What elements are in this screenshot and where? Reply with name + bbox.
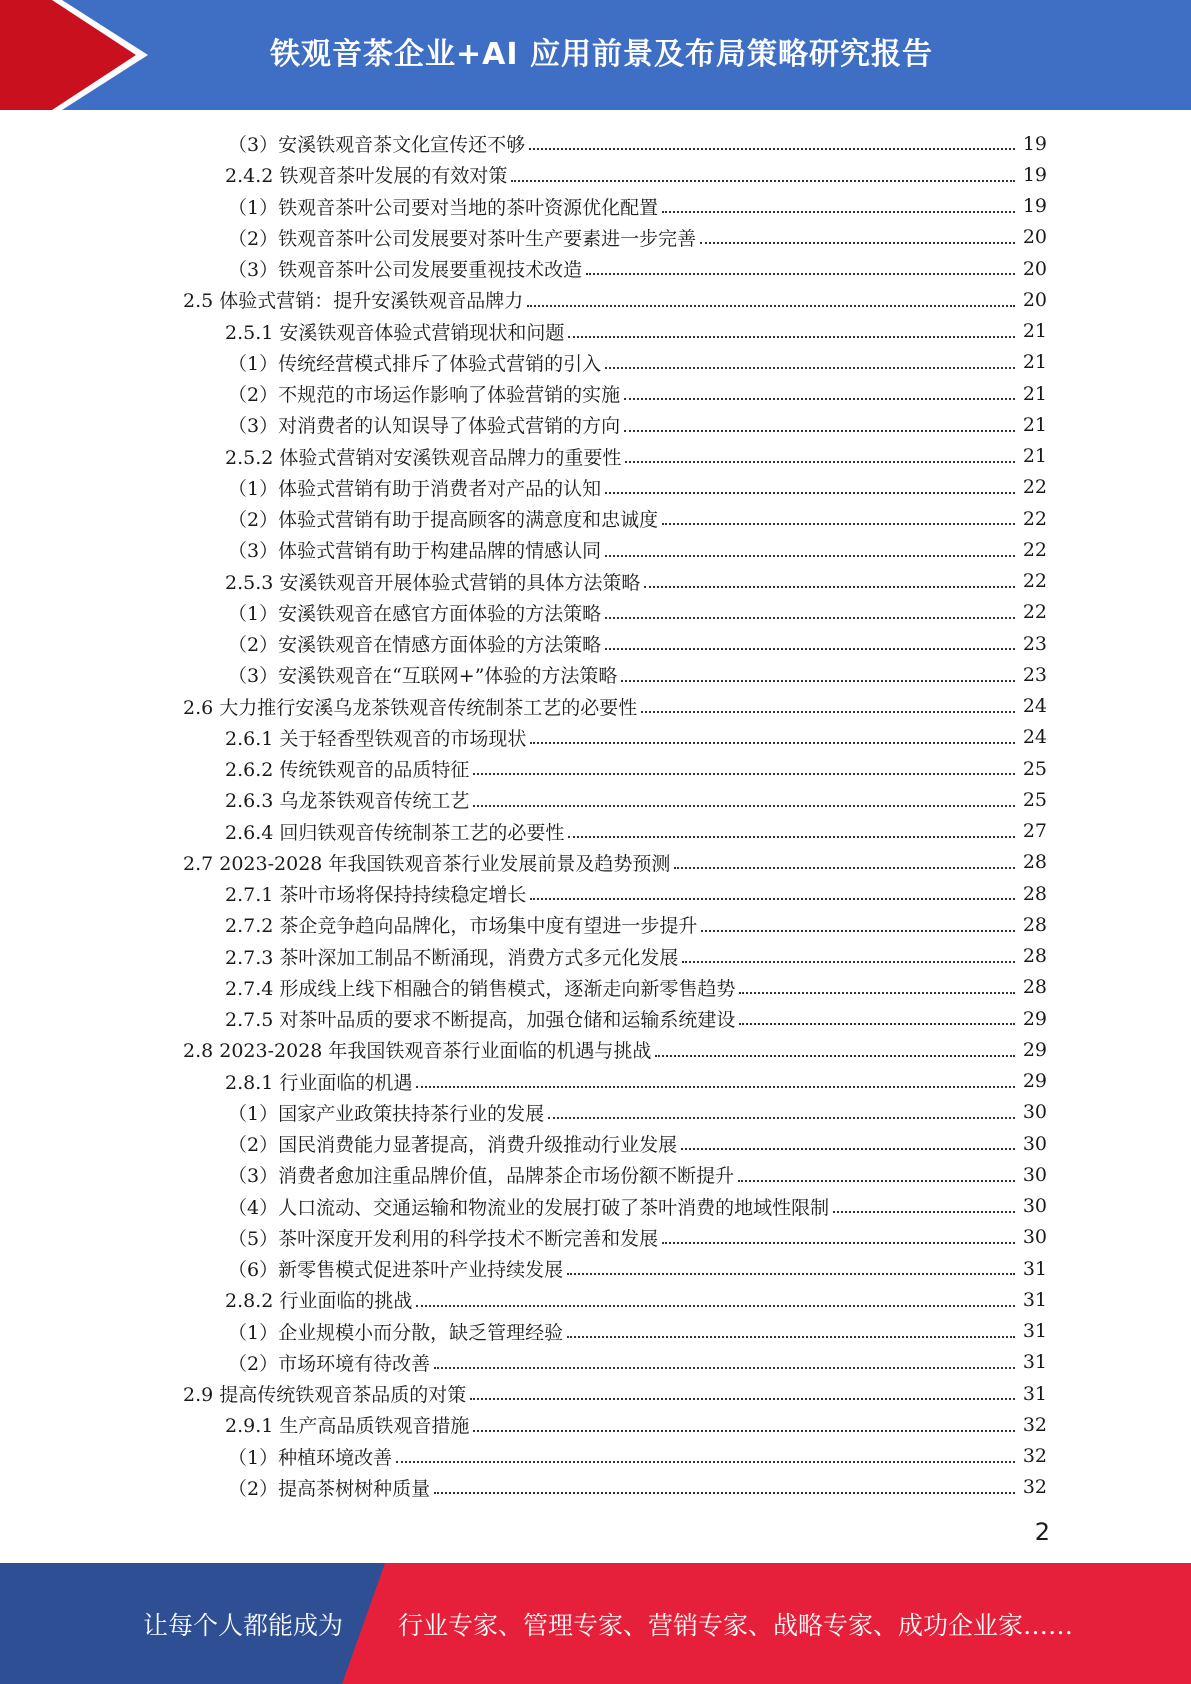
toc-dot-leader [624,429,1015,432]
page-header [0,0,1191,110]
toc-dot-leader [473,772,1015,775]
toc-entry[interactable] [0,284,1191,315]
toc-entry-page-number: 29 [1022,1007,1047,1030]
toc-entry-title: 2.6 大力推行安溪乌龙茶铁观音传统制茶工艺的必要性 [183,696,638,719]
toc-entry-page-number: 21 [1022,445,1047,468]
toc-entry[interactable] [0,816,1191,847]
toc-entry-page-number: 31 [1022,1351,1047,1374]
toc-entry[interactable] [0,941,1191,972]
toc-entry-page-number: 23 [1022,663,1047,686]
toc-entry-title: 2.4.2 铁观音茶叶发展的有效对策 [225,165,508,188]
toc-entry-title: 2.6.2 传统铁观音的品质特征 [225,759,470,782]
toc-entry-page-number: 22 [1022,601,1047,624]
toc-entry-page-number: 30 [1022,1132,1047,1155]
toc-entry-page-number: 31 [1022,1288,1047,1311]
toc-entry-title: 2.7.3 茶叶深加工制品不断涌现，消费方式多元化发展 [225,946,679,969]
toc-dot-leader [586,272,1015,275]
toc-entry-page-number: 29 [1022,1038,1047,1061]
toc-dot-leader [470,1397,1015,1400]
toc-entry[interactable] [0,503,1191,534]
toc-entry-title: （2）不规范的市场运作影响了体验营销的实施 [228,384,621,407]
toc-dot-leader [527,304,1015,307]
toc-entry[interactable] [0,1097,1191,1128]
toc-entry-title: （2）国民消费能力显著提高，消费升级推动行业发展 [228,1134,678,1157]
toc-entry[interactable] [0,1034,1191,1065]
toc-entry-page-number: 28 [1022,945,1047,968]
toc-entry[interactable] [0,222,1191,253]
toc-dot-leader [416,1085,1015,1088]
toc-entry-page-number: 21 [1022,413,1047,436]
toc-entry-title: （3）体验式营销有助于构建品牌的情感认同 [228,540,602,563]
toc-entry-title: 2.9 提高传统铁观音茶品质的对策 [183,1384,467,1407]
toc-entry-title: （5）茶叶深度开发利用的科学技术不断完善和发展 [228,1227,659,1250]
toc-entry[interactable] [0,316,1191,347]
toc-dot-leader [605,647,1015,650]
toc-entry[interactable] [0,722,1191,753]
toc-dot-leader [605,554,1015,557]
toc-entry[interactable] [0,972,1191,1003]
toc-entry[interactable] [0,1316,1191,1347]
toc-entry-title: 2.6.4 回归铁观音传统制茶工艺的必要性 [225,821,565,844]
toc-dot-leader [738,1179,1015,1182]
toc-entry-title: （1）铁观音茶叶公司要对当地的茶叶资源优化配置 [228,196,659,219]
toc-entry-title: 2.7.1 茶叶市场将保持持续稳定增长 [225,884,527,907]
toc-dot-leader [700,241,1015,244]
toc-entry[interactable] [0,1409,1191,1440]
toc-dot-leader [641,710,1015,713]
toc-dot-leader [701,929,1015,932]
toc-dot-leader [568,335,1015,338]
toc-entry-title: 2.5 体验式营销：提升安溪铁观音品牌力 [183,290,524,313]
toc-entry-title: （2）市场环境有待改善 [228,1352,431,1375]
toc-entry-title: （2）体验式营销有助于提高顾客的满意度和忠诚度 [228,509,659,532]
toc-entry-page-number: 22 [1022,476,1047,499]
toc-entry[interactable] [0,191,1191,222]
toc-entry-page-number: 21 [1022,320,1047,343]
toc-entry-page-number: 24 [1022,726,1047,749]
toc-entry-page-number: 31 [1022,1257,1047,1280]
toc-dot-leader [434,1366,1015,1369]
toc-dot-leader [511,179,1015,182]
toc-entry-title: （1）种植环境改善 [228,1446,393,1469]
toc-entry[interactable] [0,1472,1191,1503]
toc-entry[interactable] [0,1284,1191,1315]
toc-entry[interactable] [0,159,1191,190]
toc-dot-leader [662,210,1015,213]
toc-entry-title: 2.7.5 对茶叶品质的要求不断提高，加强仓储和运输系统建设 [225,1009,736,1032]
toc-entry[interactable] [0,1253,1191,1284]
toc-dot-leader [621,679,1015,682]
toc-dot-leader [833,1210,1015,1213]
toc-entry-title: （4）人口流动、交通运输和物流业的发展打破了茶叶消费的地域性限制 [228,1196,830,1219]
toc-entry[interactable] [0,878,1191,909]
toc-entry[interactable] [0,409,1191,440]
toc-entry-title: 2.7.4 形成线上线下相融合的销售模式，逐渐走向新零售趋势 [225,977,736,1000]
toc-entry[interactable] [0,253,1191,284]
toc-entry-title: 2.5.3 安溪铁观音开展体验式营销的具体方法策略 [225,571,641,594]
toc-entry-page-number: 19 [1022,195,1047,218]
toc-dot-leader [530,897,1015,900]
toc-entry[interactable] [0,472,1191,503]
toc-entry-page-number: 21 [1022,351,1047,374]
toc-dot-leader [624,397,1015,400]
table-of-contents [0,128,1191,1503]
toc-entry-title: （1）安溪铁观音在感官方面体验的方法策略 [228,602,602,625]
toc-entry[interactable] [0,1066,1191,1097]
toc-entry-page-number: 22 [1022,538,1047,561]
toc-entry-page-number: 32 [1022,1413,1047,1436]
toc-entry-title: 2.5.2 体验式营销对安溪铁观音品牌力的重要性 [225,446,622,469]
toc-entry-title: 2.5.1 安溪铁观音体验式营销现状和问题 [225,321,565,344]
toc-entry-page-number: 21 [1022,382,1047,405]
toc-entry-page-number: 28 [1022,913,1047,936]
toc-entry-title: 2.8 2023-2028 年我国铁观音茶行业面临的机遇与挑战 [183,1040,652,1063]
toc-entry-title: （3）对消费者的认知误导了体验式营销的方向 [228,415,621,438]
page-footer [0,1563,1191,1684]
toc-entry-title: （2）铁观音茶叶公司发展要对茶叶生产要素进一步完善 [228,227,697,250]
toc-entry[interactable] [0,628,1191,659]
toc-entry-title: （3）铁观音茶叶公司发展要重视技术改造 [228,259,583,282]
toc-entry-title: （2）提高茶树树种质量 [228,1477,431,1500]
toc-entry-page-number: 28 [1022,882,1047,905]
toc-entry-page-number: 27 [1022,820,1047,843]
toc-dot-leader [416,1304,1015,1307]
toc-entry-title: （1）传统经营模式排斥了体验式营销的引入 [228,352,602,375]
toc-entry-title: 2.6.1 关于轻香型铁观音的市场现状 [225,727,527,750]
toc-entry[interactable] [0,1128,1191,1159]
toc-entry-page-number: 30 [1022,1163,1047,1186]
toc-dot-leader [567,1272,1015,1275]
toc-entry-title: 2.7 2023-2028 年我国铁观音茶行业发展前景及趋势预测 [183,852,671,875]
toc-dot-leader [530,741,1015,744]
toc-entry-page-number: 32 [1022,1445,1047,1468]
toc-entry-page-number: 31 [1022,1382,1047,1405]
toc-entry-page-number: 24 [1022,695,1047,718]
toc-entry[interactable] [0,1222,1191,1253]
toc-entry[interactable] [0,347,1191,378]
toc-entry-page-number: 28 [1022,976,1047,999]
toc-entry[interactable] [0,128,1191,159]
toc-dot-leader [567,1335,1015,1338]
toc-entry-title: （1）体验式营销有助于消费者对产品的认知 [228,477,602,500]
toc-entry-page-number: 22 [1022,570,1047,593]
toc-entry-page-number: 30 [1022,1226,1047,1249]
toc-dot-leader [529,147,1015,150]
toc-entry[interactable] [0,378,1191,409]
toc-entry-title: （1）国家产业政策扶持茶行业的发展 [228,1102,545,1125]
toc-entry[interactable] [0,1347,1191,1378]
toc-dot-leader [682,960,1015,963]
toc-dot-leader [605,491,1015,494]
toc-entry[interactable] [0,659,1191,690]
toc-entry[interactable] [0,1378,1191,1409]
toc-entry[interactable] [0,597,1191,628]
toc-dot-leader [548,1116,1015,1119]
page-number: 2 [1034,1518,1050,1546]
toc-entry-title: （3）安溪铁观音茶文化宣传还不够 [228,134,526,157]
toc-entry[interactable] [0,909,1191,940]
toc-entry-page-number: 31 [1022,1320,1047,1343]
toc-entry[interactable] [0,691,1191,722]
toc-dot-leader [625,460,1015,463]
toc-entry[interactable] [0,1441,1191,1472]
toc-entry-page-number: 25 [1022,757,1047,780]
toc-entry[interactable] [0,753,1191,784]
toc-dot-leader [396,1460,1015,1463]
toc-dot-leader [473,804,1015,807]
toc-entry-title: 2.8.1 行业面临的机遇 [225,1071,413,1094]
toc-entry-page-number: 32 [1022,1476,1047,1499]
toc-entry-page-number: 30 [1022,1101,1047,1124]
toc-dot-leader [655,1054,1015,1057]
toc-dot-leader [662,1241,1015,1244]
footer-slogan-right: 行业专家、管理专家、营销专家、战略专家、成功企业家…… [398,1611,1074,1640]
header-red-chevron-decoration [0,0,160,110]
toc-entry[interactable] [0,784,1191,815]
toc-dot-leader [605,366,1015,369]
toc-entry-page-number: 23 [1022,632,1047,655]
toc-dot-leader [674,866,1015,869]
toc-entry-title: （6）新零售模式促进茶叶产业持续发展 [228,1259,564,1282]
toc-dot-leader [739,991,1015,994]
toc-entry-page-number: 20 [1022,288,1047,311]
toc-entry-page-number: 29 [1022,1070,1047,1093]
toc-entry-page-number: 19 [1022,163,1047,186]
toc-entry[interactable] [0,1191,1191,1222]
toc-entry-title: 2.6.3 乌龙茶铁观音传统工艺 [225,790,470,813]
toc-dot-leader [568,835,1015,838]
footer-slogan-left: 让每个人都能成为 [143,1611,344,1640]
toc-entry-page-number: 28 [1022,851,1047,874]
toc-dot-leader [681,1147,1015,1150]
toc-dot-leader [605,616,1015,619]
toc-entry-title: （1）企业规模小而分散，缺乏管理经验 [228,1321,564,1344]
toc-entry[interactable] [0,847,1191,878]
report-title: 铁观音茶企业+AI 应用前景及布局策略研究报告 [270,37,933,72]
toc-entry-page-number: 22 [1022,507,1047,530]
toc-entry-title: 2.9.1 生产高品质铁观音措施 [225,1415,470,1438]
toc-entry[interactable] [0,534,1191,565]
toc-dot-leader [473,1429,1015,1432]
toc-entry-title: （3）安溪铁观音在“互联网+”体验的方法策略 [228,665,618,688]
toc-entry[interactable] [0,1159,1191,1190]
toc-dot-leader [662,522,1015,525]
toc-dot-leader [739,1022,1015,1025]
toc-entry-title: （2）安溪铁观音在情感方面体验的方法策略 [228,634,602,657]
toc-entry-title: 2.7.2 茶企竞争趋向品牌化，市场集中度有望进一步提升 [225,915,698,938]
toc-dot-leader [644,585,1015,588]
toc-entry[interactable] [0,1003,1191,1034]
toc-dot-leader [434,1491,1015,1494]
toc-entry[interactable] [0,441,1191,472]
toc-entry-page-number: 20 [1022,257,1047,280]
toc-entry-page-number: 30 [1022,1195,1047,1218]
toc-entry-title: （3）消费者愈加注重品牌价值，品牌茶企市场份额不断提升 [228,1165,735,1188]
toc-entry-page-number: 19 [1022,132,1047,155]
toc-entry-page-number: 25 [1022,788,1047,811]
toc-entry[interactable] [0,566,1191,597]
toc-entry-page-number: 20 [1022,226,1047,249]
toc-entry-title: 2.8.2 行业面临的挑战 [225,1290,413,1313]
